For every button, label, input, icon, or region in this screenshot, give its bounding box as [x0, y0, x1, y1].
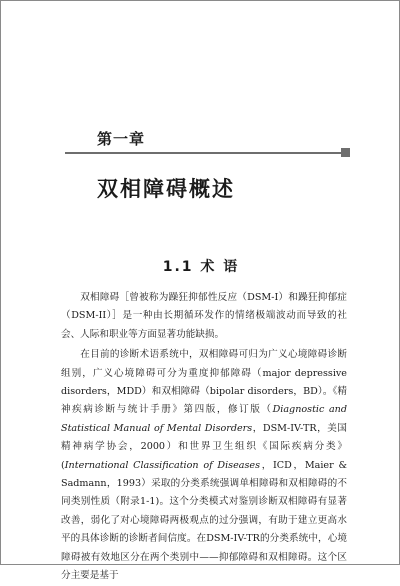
paragraph-1: [61, 289, 347, 344]
paragraph-2-text-a: 在目前的诊断术语系统中，双相障碍可归为广义心境障碍诊断组别，广义心境障碍可分为重度抑郁障碍（major depressive disorders，MDD）和双相障碍（bipolar disorders，BD）。《精神疾病诊断与统计手册》第四版，修订版（: [61, 349, 347, 416]
chapter-divider-square: [341, 148, 350, 157]
chapter-title: 双相障碍概述: [97, 177, 235, 201]
section-heading: 1.1 术 语: [162, 259, 240, 275]
paragraph-2: [61, 346, 347, 585]
paragraph-1-text: 双相障碍［曾被称为躁狂抑郁性反应（DSM-I）和躁狂抑郁症（DSM-II）］是一种由长期循环发作的情绪极端波动而导致的社会、人际和职业等方面显著功能缺损。: [61, 292, 347, 340]
paragraph-2-text-b: ，DSM-IV-TR，美国精神病学协会，2000）和世界卫生组织《国际疾病分类》(: [61, 422, 347, 471]
paragraph-2-text-c: ，ICD，Maier & Sadmann，1993）采取的分类系统强调单相障碍和双相障碍的不同类别性质（附录1-1)。这个分类模式对鉴别诊断双相障碍有显著改善，弱化了对心境障碍两极观点的过分强调，有助于建立更高水平的具体诊断的诊断者间信度。在DSM-IV-TR的分类系统中，心境障碍被有效地区分在两个类别中——抑郁障碍和双相障碍。这个区分主要是基于: [61, 459, 347, 582]
body-text: [61, 289, 347, 586]
chapter-divider-rule: [65, 152, 341, 154]
dsm-title-italic: Diagnostic and Statistical Manual of Mental Disorders: [61, 404, 348, 434]
icd-title-italic: International Classification of Diseases: [64, 459, 260, 471]
chapter-label: 第一章: [97, 130, 146, 148]
